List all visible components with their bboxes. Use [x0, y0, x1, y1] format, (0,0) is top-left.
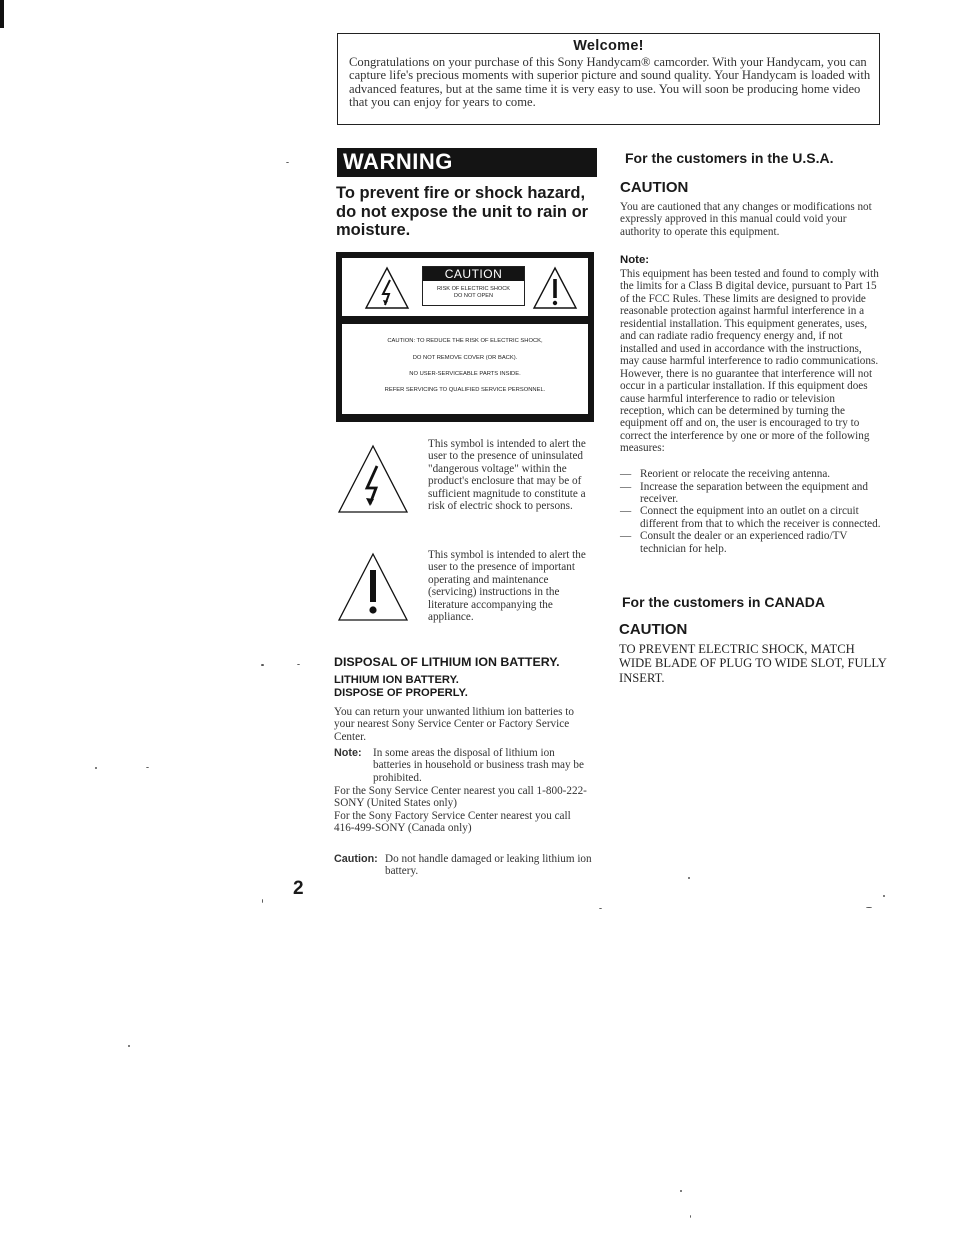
dash-bullet: —: [620, 468, 632, 480]
scan-speck: [146, 767, 149, 768]
warning-banner: WARNING: [337, 148, 597, 175]
disposal-note-text: In some areas the disposal of lithium ion batteries in household or business trash may be prohibited.: [373, 747, 584, 784]
scan-speck: [286, 162, 289, 163]
scan-speck: [128, 1045, 130, 1047]
measure-text: Reorient or relocate the receiving antenna.: [640, 468, 831, 480]
welcome-body: Congratulations on your purchase of this Sony Handycam® camcorder. With your Handycam, you can capture life's precious moments with superior picture and sound quality. Your Handycam is loaded with advanced features, but at the same time it is very easy to use. You will soon be producing home video that you can enjoy for years to come.: [349, 55, 871, 110]
disposal-subheading-line: DISPOSE OF PROPERLY.: [334, 686, 468, 699]
caution-label-risk-line: DO NOT OPEN: [453, 292, 494, 299]
caution-label: [336, 252, 594, 422]
list-item: [620, 505, 882, 530]
lightning-warning-icon: [364, 266, 410, 310]
sony-service-center-contact: For the Sony Service Center nearest you call 1-800-222-SONY (United States only): [334, 785, 587, 810]
scan-speck: [95, 767, 97, 769]
scan-speck: [688, 877, 690, 879]
dash-bullet: —: [620, 530, 632, 543]
scan-speck: [690, 1215, 691, 1218]
scan-speck: [599, 908, 602, 909]
caution-label-line: DO NOT REMOVE COVER (OR BACK).: [412, 355, 518, 361]
canada-caution-title: CAUTION: [619, 621, 688, 638]
scan-speck: [680, 1190, 682, 1192]
usa-measures-list: [620, 468, 882, 555]
usa-caution-body: You are cautioned that any changes or modifications not expressly approved in this manual could void your authority to operate this equipment.: [620, 201, 872, 238]
usa-note-label: Note:: [620, 254, 650, 266]
warning-underline: [337, 175, 597, 177]
disposal-note-label: Note:: [334, 747, 362, 759]
usa-note-body: This equipment has been tested and found to comply with the limits for a Class B digital device, pursuant to Part 15 of the FCC Rules. These limits are designed to provide reasonable protection against harmful interference in a residential installation. This equipment generates, uses, and can radiate radio frequency energy and, if not installed and used in accordance with the instructions, may cause harmful interference to radio communications. However, there is no guarantee that interference will not occur in a particular installation. If this equipment does cause harmful interference to radio or television reception, which can be determined by turning the equipment off and on, the user is encouraged to try to correct the interference by one or more of the following measures:: [620, 268, 879, 455]
battery-caution-text: Do not handle damaged or leaking lithium ion battery.: [385, 853, 592, 878]
dash-bullet: —: [620, 480, 632, 493]
scan-speck: [262, 899, 263, 903]
canada-heading: For the customers in CANADA: [622, 594, 826, 610]
list-item: [620, 530, 882, 555]
scan-speck: [261, 664, 264, 666]
usa-caution-title: CAUTION: [620, 179, 689, 196]
welcome-box: [337, 33, 880, 125]
exclamation-symbol-description: This symbol is intended to alert the user to the presence of important operating and maintenance (servicing) instructions in the literature accompanying the appliance.: [428, 549, 586, 624]
disposal-subheading: [334, 674, 468, 699]
lightning-symbol-description: This symbol is intended to alert the user to the presence of uninsulated "dangerous voltage" within the product's enclosure that may be of sufficient magnitude to constitute a risk of electric shock to persons.: [428, 438, 586, 513]
dash-bullet: —: [620, 505, 632, 518]
disposal-contacts: [334, 785, 594, 835]
exclamation-warning-icon: [337, 552, 409, 622]
lightning-warning-icon: [337, 444, 409, 514]
canada-caution-body: TO PREVENT ELECTRIC SHOCK, MATCH WIDE BLADE OF PLUG TO WIDE SLOT, FULLY INSERT.: [619, 642, 887, 685]
exclamation-warning-icon: [532, 266, 578, 310]
disposal-heading: DISPOSAL OF LITHIUM ION BATTERY.: [334, 655, 560, 669]
measure-text: Increase the separation between the equipment and receiver.: [640, 480, 868, 505]
caution-label-title: CAUTION: [423, 267, 524, 281]
page-edge-mark: [0, 0, 4, 28]
caution-label-line: NO USER-SERVICEABLE PARTS INSIDE.: [409, 371, 521, 377]
caution-label-risk: [423, 286, 524, 299]
list-item: [620, 481, 882, 506]
page-number: 2: [293, 878, 304, 899]
caution-label-top-panel: [342, 258, 588, 316]
measure-text: Connect the equipment into an outlet on a circuit different from that to which the receiver is connected.: [640, 505, 881, 530]
disposal-subheading-line: LITHIUM ION BATTERY.: [334, 674, 459, 686]
sony-factory-service-contact: For the Sony Factory Service Center nearest you call 416-499-SONY (Canada only): [334, 809, 571, 835]
disposal-body: You can return your unwanted lithium ion batteries to your nearest Sony Service Center or Factory Service Center.: [334, 706, 574, 743]
list-item: [620, 468, 882, 480]
measure-text: Consult the dealer or an experienced radio/TV technician for help.: [640, 530, 848, 555]
warning-heading: To prevent fire or shock hazard, do not expose the unit to rain or moisture.: [336, 184, 589, 239]
caution-label-center: [422, 266, 525, 306]
caution-label-line: REFER SERVICING TO QUALIFIED SERVICE PERSONNEL.: [384, 387, 546, 393]
caution-label-bottom-panel: [342, 324, 588, 414]
scan-speck: [297, 664, 300, 665]
caution-label-line: CAUTION: TO REDUCE THE RISK OF ELECTRIC SHOCK,: [387, 338, 543, 344]
caution-label-risk-line: RISK OF ELECTRIC SHOCK: [436, 286, 511, 292]
usa-heading: For the customers in the U.S.A.: [625, 150, 834, 166]
scan-speck: [866, 907, 872, 908]
welcome-title: Welcome!: [573, 38, 644, 54]
scan-speck: [883, 895, 885, 897]
battery-caution-label: Caution:: [334, 853, 378, 865]
